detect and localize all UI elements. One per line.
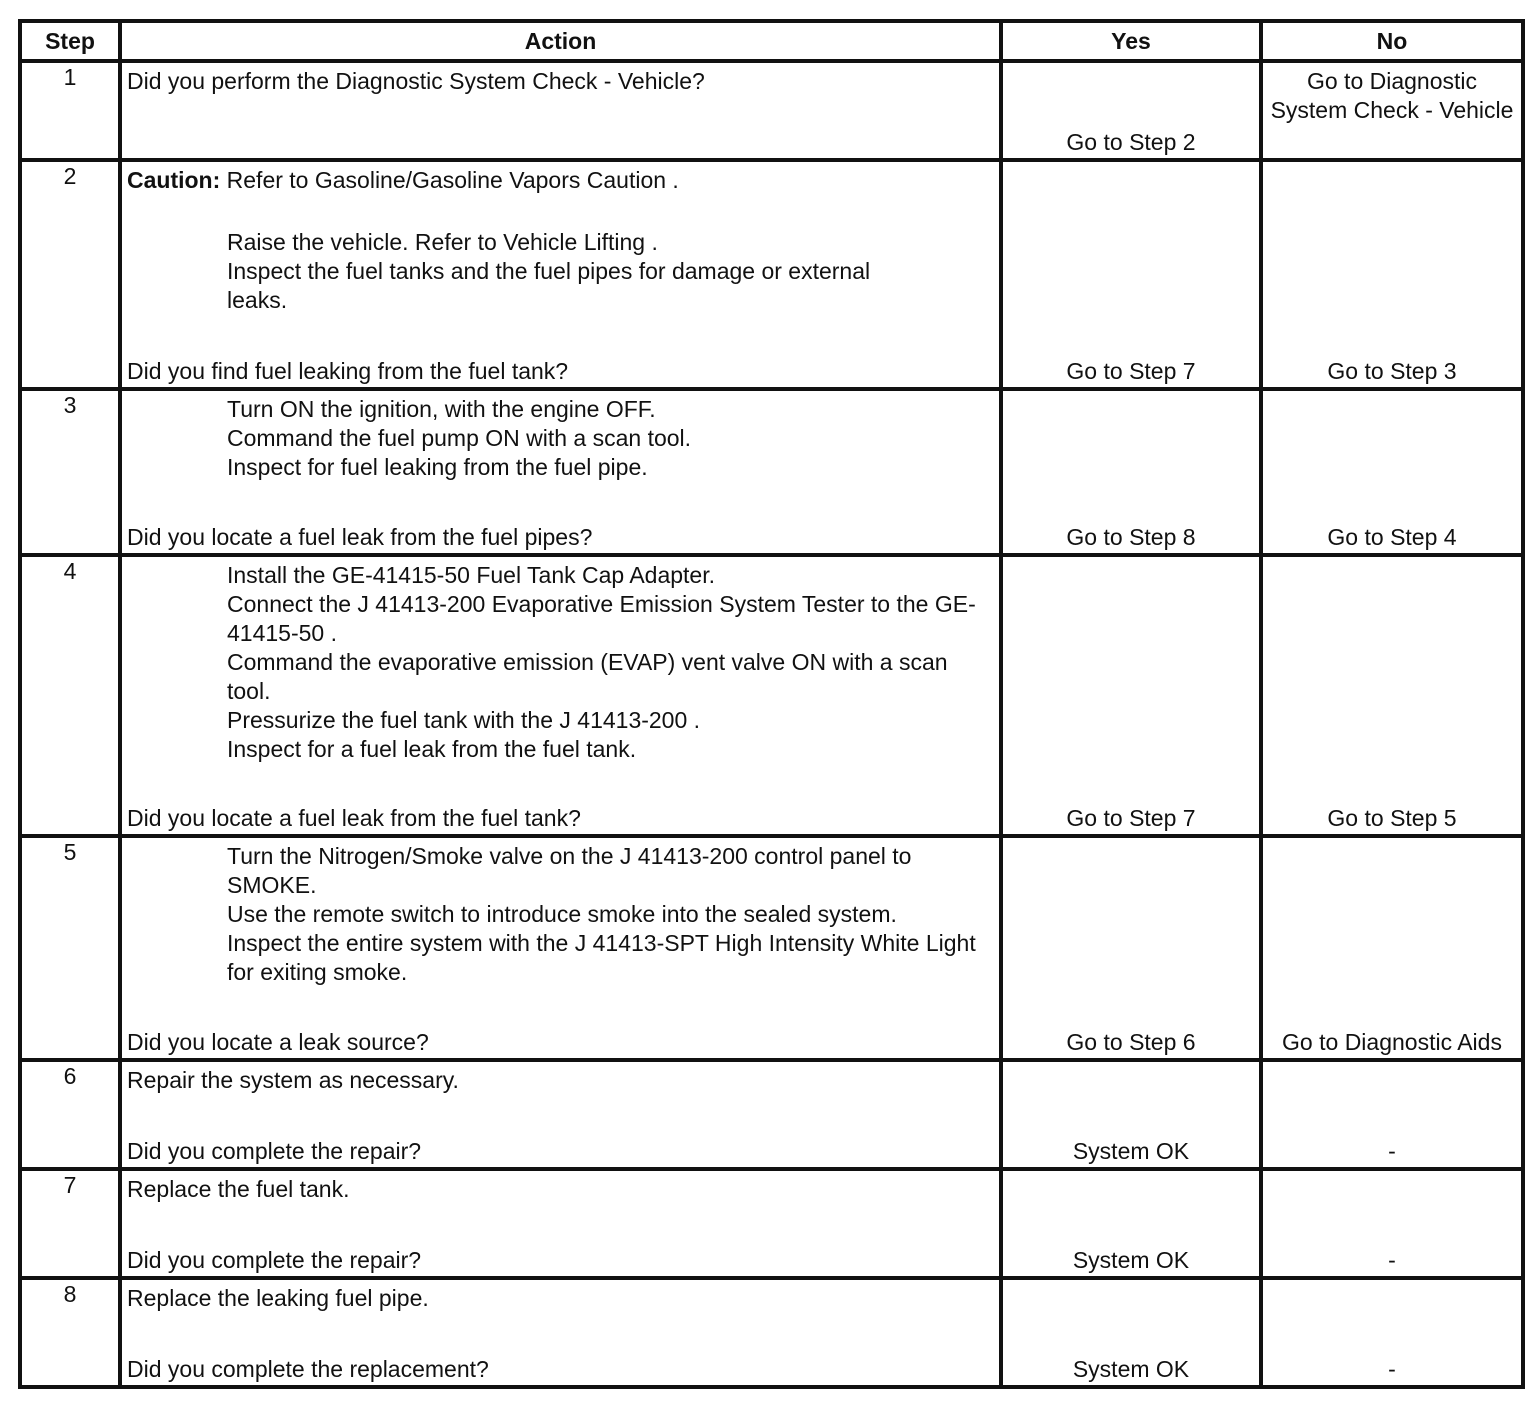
instruction: Use the remote switch to introduce smoke into the sealed system. bbox=[227, 901, 897, 927]
yes-result: Go to Step 7 bbox=[1066, 805, 1196, 831]
step-number: 3 bbox=[20, 389, 120, 555]
yes-cell bbox=[1001, 1169, 1261, 1278]
step-number: 7 bbox=[20, 1169, 120, 1278]
header-row bbox=[20, 21, 1523, 61]
step-number: 4 bbox=[20, 555, 120, 836]
no-cell bbox=[1261, 389, 1523, 555]
yes-cell bbox=[1001, 1060, 1261, 1169]
instruction: Inspect for a fuel leak from the fuel tank. bbox=[227, 736, 637, 762]
yes-result: System OK bbox=[1072, 1138, 1190, 1164]
instruction: Raise the vehicle. Refer to Vehicle Lifting . bbox=[227, 229, 658, 255]
no-cell bbox=[1261, 1060, 1523, 1169]
question-text: Did you complete the repair? bbox=[127, 1247, 422, 1273]
no-result: - bbox=[1388, 1247, 1396, 1273]
action-cell bbox=[120, 160, 1001, 389]
no-result: - bbox=[1388, 1138, 1396, 1164]
instruction: Command the fuel pump ON with a scan tool. bbox=[227, 425, 692, 451]
instruction: Install the GE-41415-50 Fuel Tank Cap Adapter. bbox=[227, 562, 715, 588]
action-text: Replace the leaking fuel pipe. bbox=[127, 1285, 429, 1311]
step-number: 6 bbox=[20, 1060, 120, 1169]
action-text: Repair the system as necessary. bbox=[127, 1067, 459, 1093]
yes-cell bbox=[1001, 555, 1261, 836]
caution-label: Caution: bbox=[127, 167, 221, 193]
yes-cell bbox=[1001, 160, 1261, 389]
table-row bbox=[20, 389, 1523, 555]
step-number: 1 bbox=[20, 61, 120, 160]
instruction: Turn the Nitrogen/Smoke valve on the J 41413-200 control panel to SMOKE. bbox=[227, 843, 912, 898]
no-cell bbox=[1261, 1169, 1523, 1278]
action-text: Replace the fuel tank. bbox=[127, 1176, 350, 1202]
header-action: Action bbox=[120, 21, 1001, 61]
table-row bbox=[20, 160, 1523, 389]
table-row bbox=[20, 836, 1523, 1060]
action-cell bbox=[120, 1169, 1001, 1278]
step-number: 5 bbox=[20, 836, 120, 1060]
header-step: Step bbox=[20, 21, 120, 61]
instruction: Command the evaporative emission (EVAP) vent valve ON with a scan tool. bbox=[227, 649, 948, 704]
action-cell bbox=[120, 61, 1001, 160]
table-row bbox=[20, 1169, 1523, 1278]
question-text: Did you complete the repair? bbox=[127, 1138, 422, 1164]
action-cell bbox=[120, 1278, 1001, 1387]
no-cell bbox=[1261, 1278, 1523, 1387]
table-row bbox=[20, 1060, 1523, 1169]
step-number: 2 bbox=[20, 160, 120, 389]
instruction: Inspect for fuel leaking from the fuel pipe. bbox=[227, 454, 648, 480]
question-text: Did you locate a leak source? bbox=[127, 1029, 429, 1055]
no-cell bbox=[1261, 836, 1523, 1060]
question-text: Did you perform the Diagnostic System Check - Vehicle? bbox=[127, 68, 705, 94]
header-yes: Yes bbox=[1001, 21, 1261, 61]
yes-result: System OK bbox=[1072, 1356, 1190, 1382]
yes-result: Go to Step 8 bbox=[1066, 524, 1196, 550]
yes-result: Go to Step 2 bbox=[1066, 129, 1196, 155]
instruction: Inspect the entire system with the J 41413-SPT High Intensity White Light for exiting smoke. bbox=[227, 930, 976, 985]
caution-text: Refer to Gasoline/Gasoline Vapors Caution . bbox=[220, 167, 679, 193]
question-text: Did you complete the replacement? bbox=[127, 1356, 489, 1382]
instruction: Connect the J 41413-200 Evaporative Emission System Tester to the GE-41415-50 . bbox=[227, 591, 976, 646]
question-text: Did you locate a fuel leak from the fuel tank? bbox=[127, 805, 581, 831]
no-result: Go to Diagnostic Aids bbox=[1282, 1029, 1502, 1055]
diagnostic-table bbox=[18, 19, 1525, 1389]
no-result: - bbox=[1388, 1356, 1396, 1382]
yes-cell bbox=[1001, 389, 1261, 555]
yes-cell bbox=[1001, 836, 1261, 1060]
action-cell bbox=[120, 1060, 1001, 1169]
question-text: Did you locate a fuel leak from the fuel pipes? bbox=[127, 524, 593, 550]
table-row bbox=[20, 61, 1523, 160]
no-result: Go to Diagnostic System Check - Vehicle bbox=[1270, 68, 1514, 123]
instruction: Inspect the fuel tanks and the fuel pipes for damage or external leaks. bbox=[227, 258, 871, 313]
no-result: Go to Step 5 bbox=[1327, 805, 1457, 831]
table-row bbox=[20, 555, 1523, 836]
yes-result: Go to Step 6 bbox=[1066, 1029, 1196, 1055]
yes-cell bbox=[1001, 1278, 1261, 1387]
no-cell bbox=[1261, 555, 1523, 836]
no-cell bbox=[1261, 61, 1523, 160]
no-result: Go to Step 3 bbox=[1327, 358, 1457, 384]
no-result: Go to Step 4 bbox=[1327, 524, 1457, 550]
header-no: No bbox=[1261, 21, 1523, 61]
no-cell bbox=[1261, 160, 1523, 389]
step-number: 8 bbox=[20, 1278, 120, 1387]
yes-cell bbox=[1001, 61, 1261, 160]
yes-result: Go to Step 7 bbox=[1066, 358, 1196, 384]
action-cell bbox=[120, 389, 1001, 555]
question-text: Did you find fuel leaking from the fuel tank? bbox=[127, 358, 569, 384]
action-cell bbox=[120, 836, 1001, 1060]
yes-result: System OK bbox=[1072, 1247, 1190, 1273]
table-row bbox=[20, 1278, 1523, 1387]
instruction: Turn ON the ignition, with the engine OFF. bbox=[227, 396, 656, 422]
action-cell bbox=[120, 555, 1001, 836]
instruction: Pressurize the fuel tank with the J 41413-200 . bbox=[227, 707, 701, 733]
